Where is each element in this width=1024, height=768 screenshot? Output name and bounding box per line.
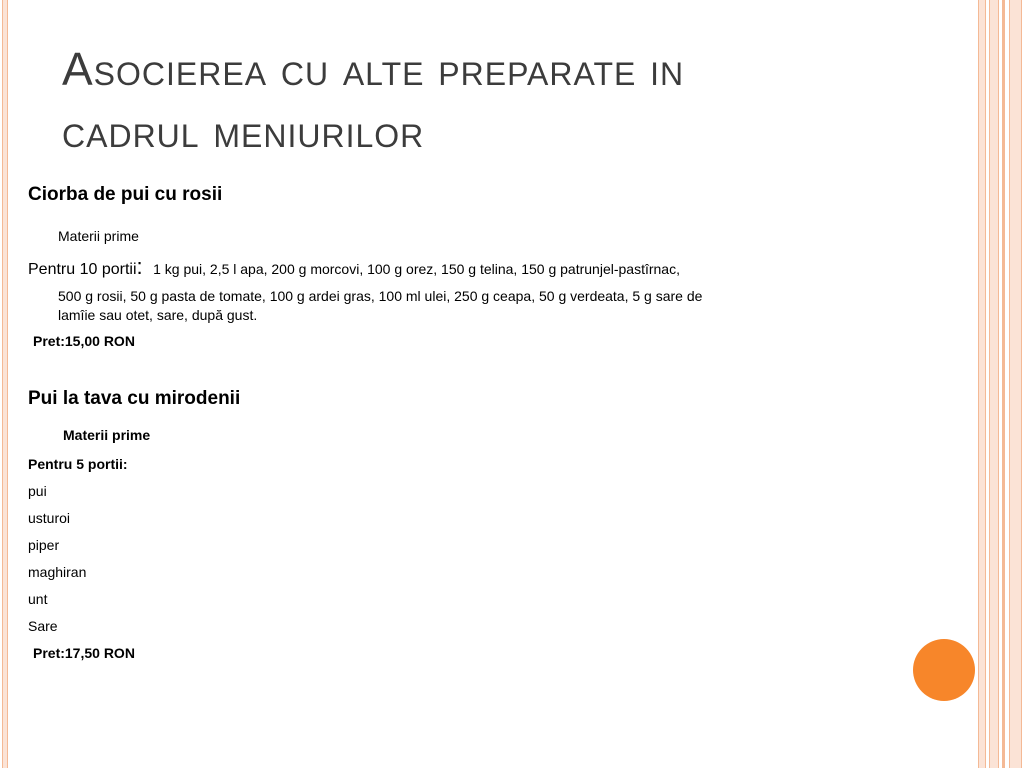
recipe-1-price: Pret:15,00 RON bbox=[33, 333, 135, 349]
slide-title-line-1: Asocierea cu alte preparate in bbox=[62, 43, 685, 95]
left-border-decoration bbox=[0, 0, 8, 768]
recipe-1-portions-line bbox=[28, 254, 680, 279]
recipe-1-ingredients-line-2: 500 g rosii, 50 g pasta de tomate, 100 g ardei gras, 100 ml ulei, 250 g ceapa, 50 g verdeata, 5 g sare de bbox=[58, 288, 703, 304]
recipe-1-ingredients-line-3: lamîie sau otet, sare, după gust. bbox=[58, 307, 258, 323]
ingredient-item: usturoi bbox=[28, 510, 71, 526]
orange-circle-decoration bbox=[913, 639, 975, 701]
ingredient-item: pui bbox=[28, 483, 47, 499]
recipe-1-materials-label: Materii prime bbox=[58, 228, 139, 244]
recipe-1-portions-label: Pentru 10 portii bbox=[28, 261, 137, 278]
slide-title-line-2: cadrul meniurilor bbox=[62, 105, 425, 157]
slide-title bbox=[62, 38, 942, 162]
recipe-1-name: Ciorba de pui cu rosii bbox=[28, 184, 223, 205]
recipe-2-price: Pret:17,50 RON bbox=[33, 645, 135, 661]
recipe-1-portions-colon: : bbox=[136, 254, 143, 279]
recipe-2-name: Pui la tava cu mirodenii bbox=[28, 388, 241, 409]
recipe-2-portions-label: Pentru 5 portii: bbox=[28, 456, 128, 472]
ingredient-item: maghiran bbox=[28, 564, 87, 580]
ingredient-item: Sare bbox=[28, 618, 58, 634]
ingredient-item: unt bbox=[28, 591, 48, 607]
recipe-2-materials-label: Materii prime bbox=[63, 427, 151, 443]
right-border-decoration bbox=[978, 0, 1024, 768]
recipe-1-ingredients-line-1: 1 kg pui, 2,5 l apa, 200 g morcovi, 100 g orez, 150 g telina, 150 g patrunjel-pastîrnac, bbox=[153, 261, 680, 277]
ingredient-item: piper bbox=[28, 537, 60, 553]
